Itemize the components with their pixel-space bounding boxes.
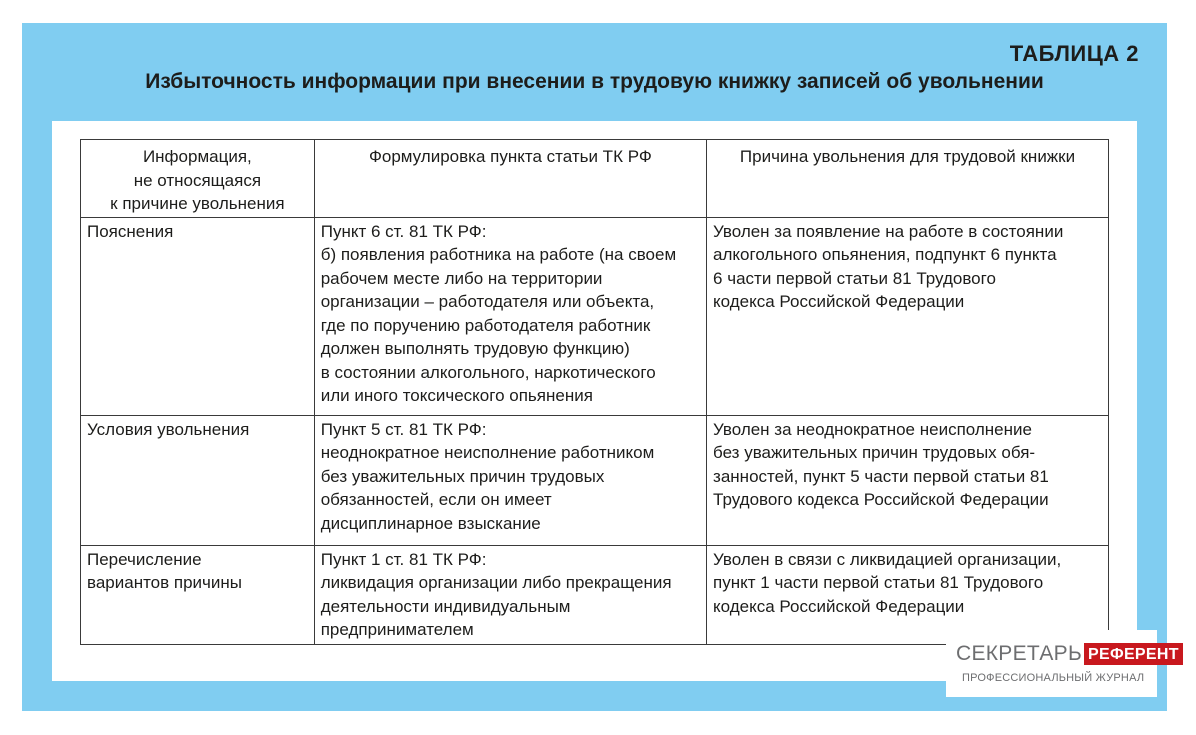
header-line: к причине увольнения (110, 194, 285, 213)
header-article (314, 140, 706, 218)
cell-line: занностей, пункт 5 части первой статьи 81 (713, 466, 1049, 486)
cell-line: Перечисление (87, 549, 202, 569)
cell-line: Уволен за появление на работе в состоянии (713, 221, 1064, 241)
cell-line: б) появления работника на работе (на своем (320, 245, 677, 264)
cell-line: или иного токсического опьянения (320, 386, 593, 405)
cell-line: алкогольного опьянения, подпункт 6 пункта (713, 245, 1057, 264)
cell-line: неоднократное неисполнение работником (320, 443, 655, 462)
cell-reason (707, 415, 1109, 545)
cell-reason (707, 217, 1109, 415)
cell-info (81, 217, 315, 415)
cell-article (314, 545, 706, 644)
header-line: Информация, (142, 147, 252, 166)
cell-line: кодекса Российской Федерации (713, 596, 965, 616)
cell-line: Пункт 6 ст. 81 ТК РФ: (320, 221, 487, 241)
cell-line: вариантов причины (87, 573, 243, 592)
cell-line: предпринимателем (320, 620, 474, 639)
cell-line: Пункт 1 ст. 81 ТК РФ: (320, 549, 487, 569)
cell-info (81, 545, 315, 644)
table-panel (52, 121, 1137, 681)
cell-line: где по поручению работодателя работник (320, 315, 651, 335)
cell-info (81, 415, 315, 545)
header-line: не относящаяся (133, 170, 262, 190)
logo-wordmark (956, 642, 1183, 666)
table-row (81, 217, 1109, 415)
cell-line: организации – работодателя или объекта, (320, 292, 655, 311)
cell-line: дисциплинарное взыскание (320, 513, 541, 533)
article-frame (22, 23, 1167, 711)
cell-line: Уволен в связи с ликвидацией организации, (713, 549, 1062, 569)
table-number-label: ТАБЛИЦА 2 (1009, 41, 1139, 66)
cell-line: без уважительных причин трудовых обя- (713, 443, 1036, 462)
cell-line: Уволен за неоднократное неисполнение (713, 419, 1032, 439)
cell-line: Условия увольнения (87, 419, 250, 439)
cell-article (314, 415, 706, 545)
header-line: Формулировка пункта статьи ТК РФ (368, 147, 652, 166)
logo-word-secretary: СЕКРЕТАРЬ (956, 642, 1083, 665)
table-row (81, 415, 1109, 545)
cell-line: в состоянии алкогольного, наркотического (320, 362, 656, 382)
cell-line: без уважительных причин трудовых (320, 466, 605, 486)
cell-line: должен выполнять трудовую функцию) (320, 339, 630, 358)
table-header-row (81, 140, 1109, 218)
cell-line: пункт 1 части первой статьи 81 Трудового (713, 573, 1044, 592)
cell-line: Пункт 5 ст. 81 ТК РФ: (320, 419, 487, 439)
cell-line: рабочем месте либо на территории (320, 268, 603, 288)
header-line: Причина увольнения для трудовой книжки (739, 147, 1076, 166)
header-info (81, 140, 315, 218)
cell-article (314, 217, 706, 415)
journal-logo (946, 630, 1179, 697)
logo-subtitle: ПРОФЕССИОНАЛЬНЫЙ ЖУРНАЛ (962, 672, 1145, 684)
cell-line: обязанностей, если он имеет (320, 490, 552, 509)
table-title: Избыточность информации при внесении в трудовую книжку записей об увольнении (145, 70, 1044, 93)
cell-line: кодекса Российской Федерации (713, 292, 965, 311)
header-reason (707, 140, 1109, 218)
cell-line: деятельности индивидуальным (320, 596, 571, 616)
cell-line: Трудового кодекса Российской Федерации (713, 490, 1049, 509)
logo-word-referent: РЕФЕРЕНТ (1084, 643, 1183, 665)
cell-line: 6 части первой статьи 81 Трудового (713, 268, 996, 288)
dismissal-table (80, 139, 1109, 645)
cell-line: Пояснения (87, 221, 174, 241)
cell-line: ликвидация организации либо прекращения (320, 573, 672, 592)
